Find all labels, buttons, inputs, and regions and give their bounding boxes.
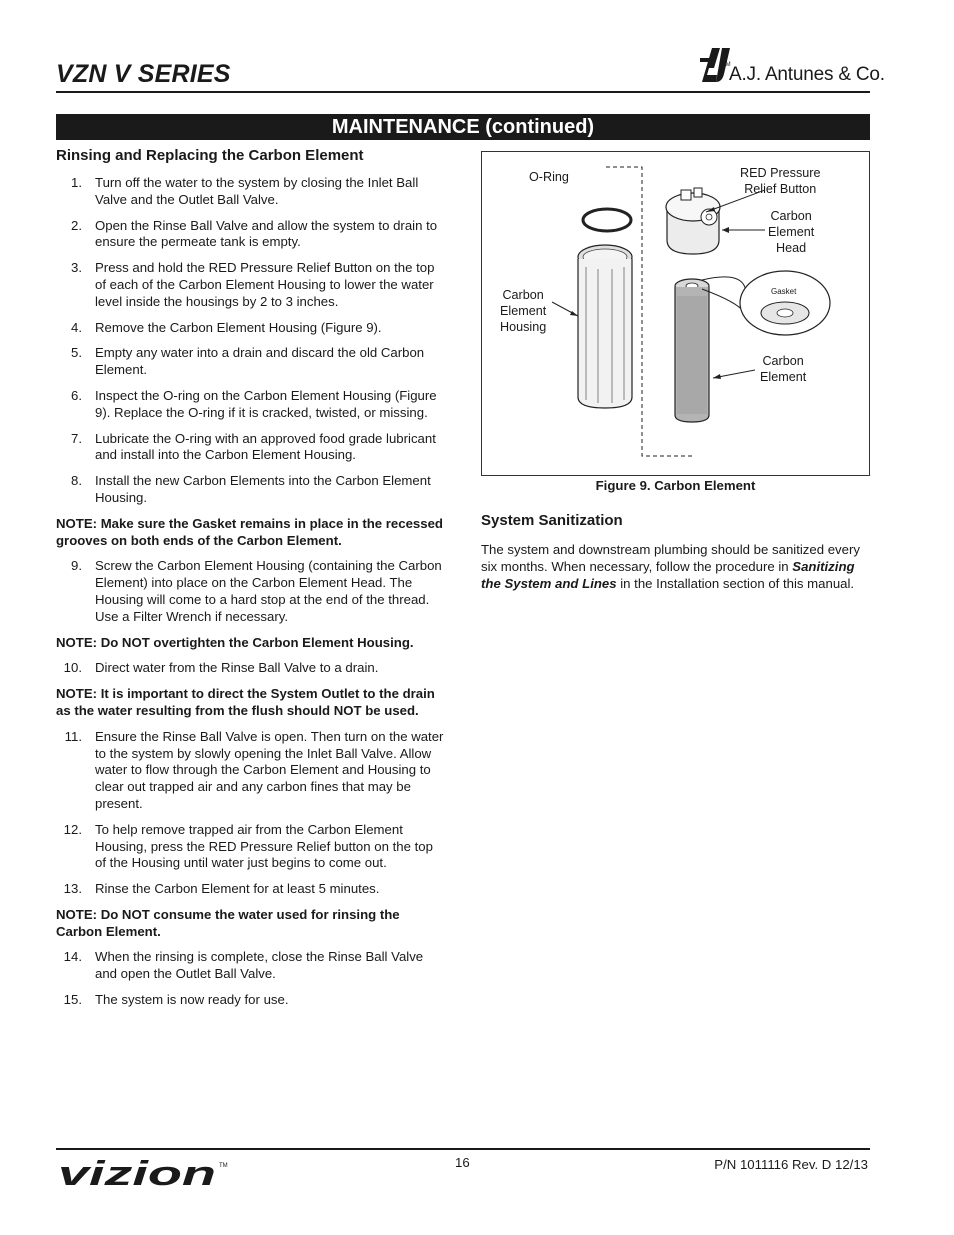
- right-column: [481, 512, 870, 592]
- step-text: The system is now ready for use.: [95, 992, 289, 1008]
- header-rule: [56, 91, 870, 93]
- label-gasket: Gasket: [771, 287, 797, 296]
- step-text: Remove the Carbon Element Housing (Figure 9).: [95, 319, 382, 335]
- para-text: in the Installation section of this manual.: [616, 576, 855, 591]
- vizion-wordmark-icon: [56, 1158, 231, 1190]
- step-number: 7.: [71, 430, 82, 446]
- step-text: Ensure the Rinse Ball Valve is open. Then turn on the water to the system by slowly opening the Inlet Ball Valve. Allow water to flow through the Carbon Element and Housing to clear out trapped air and any carbon fines that may be present.: [95, 728, 444, 811]
- step-number: 5.: [71, 345, 82, 361]
- step-item: [56, 320, 448, 337]
- brand-name: A.J. Antunes & Co.: [729, 64, 885, 85]
- step-item: [56, 660, 448, 677]
- section-title-bar: MAINTENANCE (continued): [56, 114, 870, 140]
- step-item: [56, 729, 448, 813]
- label-line: Element: [500, 304, 547, 318]
- step-text: Screw the Carbon Element Housing (containing the Carbon Element) into place on the Carbon Element Head. The Housing will come to a hard stop at the end of the thread. Use a Filter Wrench if necessary.: [95, 558, 442, 624]
- note-system-outlet: NOTE: It is important to direct the System Outlet to the drain as the water resulting from the flush should NOT be used.: [56, 686, 435, 718]
- label-carbon-element: [760, 353, 806, 385]
- step-number: 3.: [71, 260, 82, 276]
- label-line: Element: [760, 370, 807, 384]
- step-number: 9.: [71, 558, 82, 574]
- label-line: Housing: [500, 320, 547, 334]
- para-text: The system and downstream plumbing should be sanitized every six months. When necessary, follow the procedure in: [481, 542, 860, 574]
- aj-antunes-logo: [700, 44, 885, 88]
- step-item: [56, 473, 448, 507]
- vizion-logo: [56, 1158, 231, 1195]
- label-line: Carbon: [502, 288, 544, 302]
- page-title: VZN V SERIES: [56, 60, 231, 88]
- rinsing-heading: Rinsing and Replacing the Carbon Element: [56, 147, 364, 164]
- sanitization-heading: System Sanitization: [481, 512, 623, 529]
- label-relief-button: [740, 165, 820, 197]
- label-element-head: [768, 208, 814, 256]
- label-o-ring: O-Ring: [529, 170, 569, 184]
- step-number: 15.: [63, 992, 82, 1008]
- step-text: When the rinsing is complete, close the Rinse Ball Valve and open the Outlet Ball Valve.: [95, 949, 424, 982]
- step-number: 11.: [64, 728, 82, 744]
- label-line: Carbon: [770, 209, 812, 223]
- step-text: Install the new Carbon Elements into the Carbon Element Housing.: [95, 473, 431, 505]
- label-line: Element: [768, 225, 815, 239]
- step-text: Lubricate the O-ring with an approved food grade lubricant and install into the Carbon Element Housing.: [95, 430, 436, 463]
- label-line: Carbon: [762, 354, 804, 368]
- brand-trademark: TM: [722, 62, 731, 68]
- step-list-b: [56, 729, 448, 898]
- step-item: [56, 260, 448, 310]
- step-item: [56, 992, 448, 1009]
- step-text: Direct water from the Rinse Ball Valve to a drain.: [95, 660, 379, 676]
- step-number: 1.: [71, 175, 82, 190]
- step-number: 4.: [71, 319, 82, 335]
- step-item: [56, 949, 448, 983]
- step-list-a: [56, 175, 448, 507]
- label-line: Relief Button: [744, 182, 817, 196]
- step-text: Empty any water into a drain and discard the old Carbon Element.: [95, 345, 425, 378]
- step-item: [56, 218, 448, 252]
- step-item: [56, 822, 448, 872]
- step-item: [56, 431, 448, 465]
- step-item: [56, 388, 448, 422]
- step-number: 8.: [71, 473, 82, 489]
- part-number: P/N 1011116 Rev. D 12/13: [714, 1157, 868, 1172]
- step-number: 14.: [63, 949, 82, 965]
- label-element-housing: [500, 287, 546, 335]
- step-item: [56, 175, 448, 209]
- left-column: [56, 147, 448, 1018]
- step-text: Press and hold the RED Pressure Relief Button on the top of each of the Carbon Element Housing to lower the water level inside the housings by 2 to 3 inches.: [95, 260, 435, 309]
- step-item: [56, 558, 448, 625]
- step-number: 13.: [63, 881, 82, 897]
- label-line: Head: [776, 241, 807, 255]
- step-number: 12.: [63, 821, 82, 837]
- label-line: RED Pressure: [740, 166, 821, 180]
- step-item: [56, 345, 448, 379]
- note-overtighten: NOTE: Do NOT overtighten the Carbon Element Housing.: [56, 634, 414, 650]
- figure-caption: Figure 9. Carbon Element: [595, 478, 756, 493]
- step-text: Open the Rinse Ball Valve and allow the system to drain to ensure the permeate tank is empty.: [95, 217, 438, 250]
- step-text: Turn off the water to the system by closing the Inlet Ball Valve and the Outlet Ball Valve.: [95, 175, 419, 207]
- figure-carbon-element: [481, 151, 870, 476]
- step-number: 10.: [63, 660, 82, 676]
- step-item: [56, 881, 448, 898]
- step-number: 6.: [71, 387, 82, 403]
- step-text: To help remove trapped air from the Carbon Element Housing, press the RED Pressure Relief button on the top of the Housing until water just begins to come out.: [95, 821, 433, 871]
- sanitization-paragraph: [481, 541, 870, 592]
- step-list-c: [56, 949, 448, 1008]
- page-number: 16: [455, 1155, 470, 1170]
- step-number: 2.: [71, 217, 82, 233]
- step-text: Rinse the Carbon Element for at least 5 minutes.: [95, 881, 380, 897]
- para-emphasis: Sanitizing the System and Lines: [481, 559, 855, 591]
- note-gasket: NOTE: Make sure the Gasket remains in place in the recessed grooves on both ends of the Carbon Element.: [56, 515, 443, 548]
- vizion-wordmark: vizion: [58, 1158, 216, 1190]
- note-do-not-consume: NOTE: Do NOT consume the water used for rinsing the Carbon Element.: [56, 906, 400, 939]
- step-text: Inspect the O-ring on the Carbon Element Housing (Figure 9). Replace the O-ring if it is cracked, twisted, or missing.: [95, 387, 437, 420]
- vizion-trademark: TM: [219, 1163, 228, 1169]
- footer-rule: [56, 1148, 870, 1150]
